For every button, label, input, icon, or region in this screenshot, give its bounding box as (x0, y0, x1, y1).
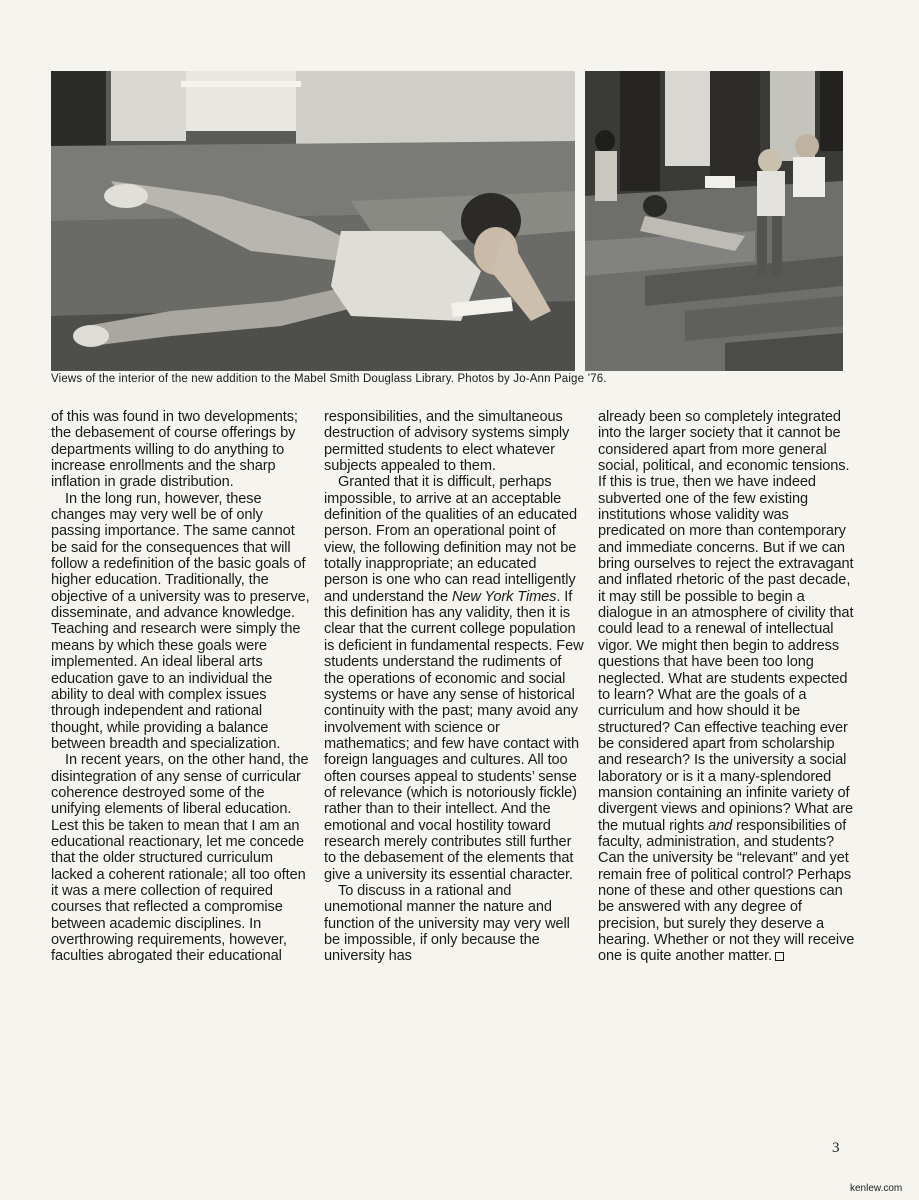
end-of-article-mark (775, 952, 784, 961)
paragraph: responsibilities, and the simultaneous destruction of advisory systems simply permitted students to elect whatever subjects appealed to them. (324, 409, 570, 475)
library-photo-left (51, 71, 575, 371)
library-photo-right (585, 71, 843, 371)
photo-caption: Views of the interior of the new addition to the Mabel Smith Douglass Library. Photos by Jo-Ann Paige ’76. (51, 373, 607, 385)
paragraph (598, 409, 858, 965)
source-watermark: kenlew.com (850, 1183, 903, 1194)
paragraph (324, 474, 584, 883)
paragraph-text: responsibilities of faculty, administration, and students? Can the university be “relevant” and yet remain free of political control? Perhaps none of these and other questions can be answered with any degree of precision, but surely they deserve a hearing. Whether or not they will receive one is quite another matter. (598, 817, 855, 965)
paragraph-text: Granted that it is difficult, perhaps impossible, to arrive at an acceptable definition of the qualities of an educated person. From an operational point of view, the following definition may not be totally inappropriate; an educated person is one who can read intelligently and understand the (324, 474, 578, 605)
students-on-steps-illustration (585, 71, 843, 371)
paragraph: To discuss in a rational and unemotional manner the nature and function of the university may very well be impossible, if only because the university has (324, 882, 570, 965)
student-reading-illustration (51, 71, 575, 371)
emphasis-text: and (708, 817, 733, 834)
text-column-3 (598, 409, 858, 965)
paragraph: In recent years, on the other hand, the disintegration of any sense of curricular coherence destroyed some of the unifying elements of liberal education. Lest this be taken to mean that I am an educational reactionary, let me concede that the older structured curriculum lacked a coherent rationale; all too often it was a mere collection of required courses that reflected a compromise between academic disciplines. In overthrowing requirements, however, faculties abrogated their educational (51, 752, 309, 965)
paragraph-text: already been so completely integrated into the larger society that it cannot be considered apart from more general social, political, and economic tensions. If this is true, then we have indeed subverted one of the few existing institutions whose validity was predicated on more than contemporary and immediate concerns. But if we can bring ourselves to reject the extravagant and inflated rhetoric of the past decade, it may still be possible to begin a dialogue in an atmosphere of civility that could lead to a renewal of intellectual vigor. We might then begin to address questions that have been too long neglected. What are students expected to learn? What are the goals of a curriculum and how should it be structured? Can effective teaching ever be considered apart from scholarship and research? Is the university a social laboratory or is it a many-splendored mansion containing an infinite variety of divergent views and opinions? What are the mutual rights (598, 409, 854, 834)
paragraph: In the long run, however, these changes may very well be of only passing importance. The same cannot be said for the consequences that will follow a redefinition of the basic goals of higher education. Traditionally, the objective of a university was to preserve, disseminate, and advance knowledge. Teaching and research were simply the means by which these goals were implemented. An ideal liberal arts education gave to an individual the ability to deal with complex issues through independent and rational thought, while providing a balance between breadth and specialization. (51, 490, 310, 752)
newspaper-title: New York Times (451, 588, 557, 605)
text-column-2 (324, 409, 584, 965)
paragraph: of this was found in two developments; the debasement of course offerings by departments willing to do anything to increase enrollments and the sharp inflation in grade distribution. (51, 409, 298, 491)
paragraph-text: . If this definition has any validity, then it is clear that the current college population is deficient in fundamental respects. Few students understand the rudiments of the operations of economic and social systems or have any sense of historical continuity with the past; many avoid any involvement with science or mathematics; and few have contact with foreign languages and cultures. All too often courses appeal to students’ sense of relevance (which is notoriously fickle) rather than to their intellect. And the emotional and vocal hostility toward research merely contributes still further to the debasement of the elements that give a university its essential character. (324, 588, 584, 883)
text-column-1 (51, 409, 311, 965)
page-number: 3 (832, 1140, 840, 1156)
